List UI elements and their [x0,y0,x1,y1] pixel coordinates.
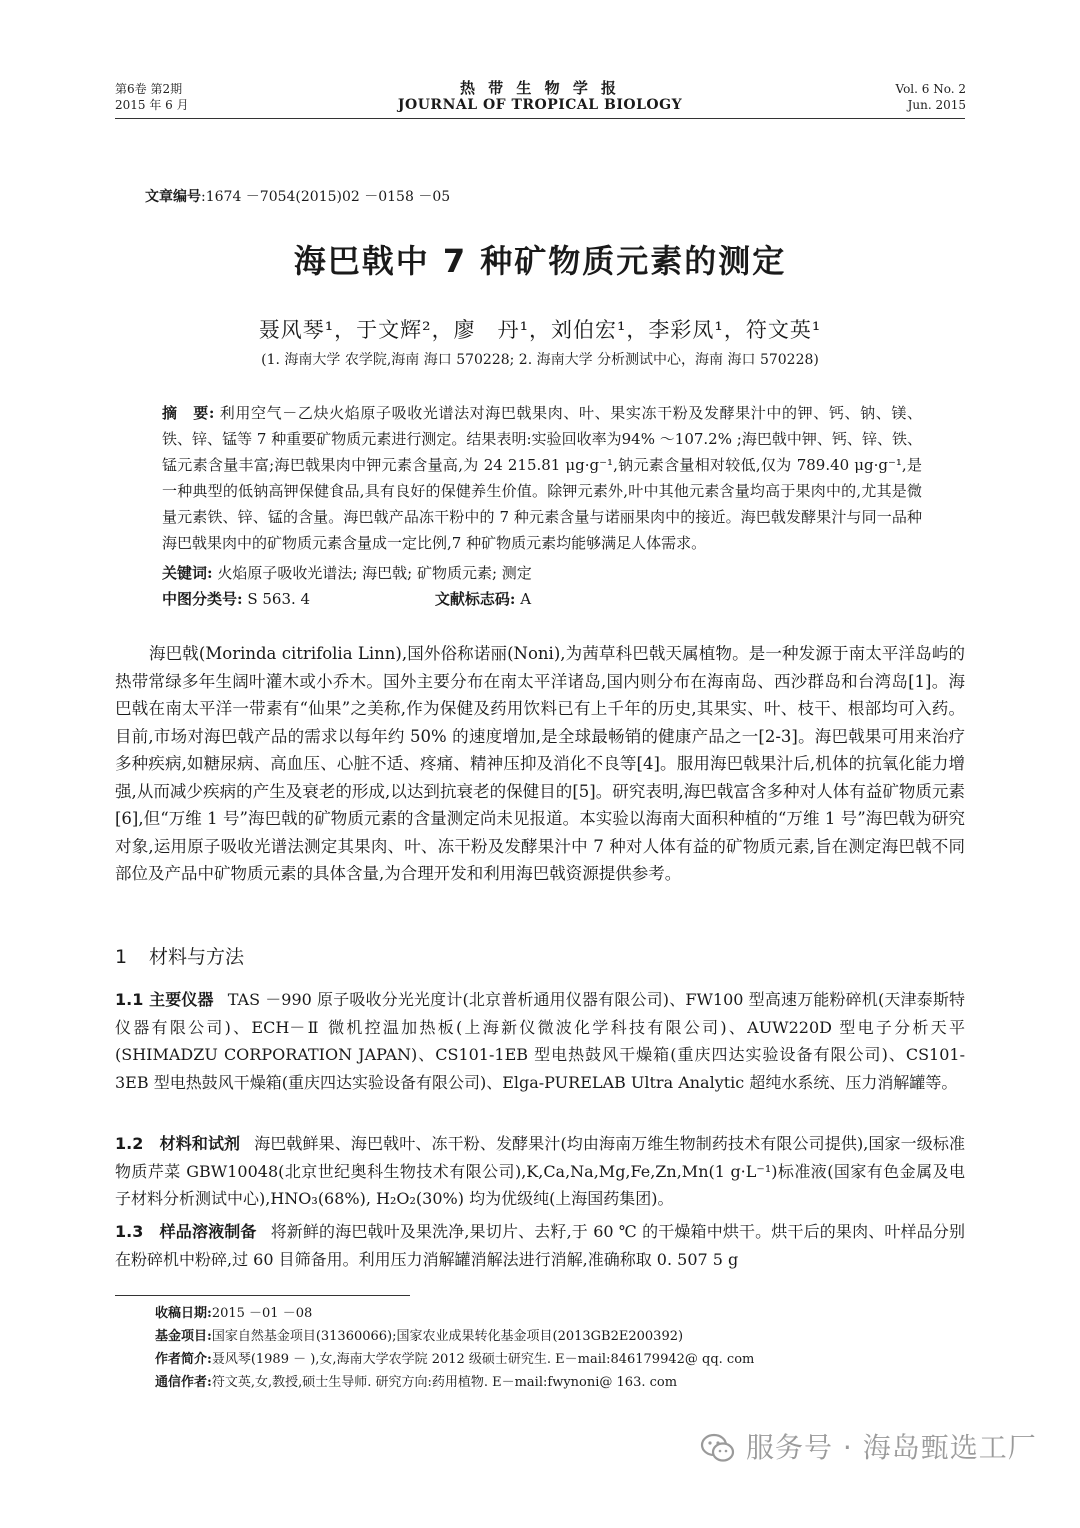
wechat-icon [700,1432,736,1464]
abstract [162,400,922,556]
volume-issue: 第6卷 第2期 [115,82,183,96]
author-list: 聂风琴¹，于文辉²，廖 丹¹，刘伯宏¹，李彩凤¹，符文英¹ [258,318,822,342]
footnote-fund [155,1325,683,1348]
doc-code-label: 文献标志码: [434,590,516,608]
issue-date: 2015 年 6 月 [115,98,189,112]
keywords-label: 关键词: [162,564,213,582]
footnote-label: 基金项目: [155,1329,212,1344]
journal-title-en: JOURNAL OF TROPICAL BIOLOGY [397,97,683,113]
section-heading [115,942,244,969]
issue-date-en: Jun. 2015 [907,98,966,112]
paper-title: 海巴戟中 7 种矿物质元素的测定 [293,242,787,280]
subsection-materials [115,1130,965,1213]
journal-title-cn: 热 带 生 物 学 报 [459,79,621,97]
keywords [162,560,922,586]
footnote-value: 2015 －01 －08 [211,1306,313,1321]
volume-issue-en: Vol. 6 No. 2 [895,82,966,96]
subsection-heading: 1.3 样品溶液制备 [115,1222,257,1241]
article-number [145,186,450,206]
footnote-received [155,1302,312,1325]
subsection-instruments [115,986,965,1096]
introduction-paragraph: 海巴戟(Morinda citrifolia Linn),国外俗称诺丽(Noni),为茜草科巴戟天属植物。是一种发源于南太平洋岛屿的热带常绿多年生阔叶灌木或小乔木。国外主要分布在南太平洋诸岛,国内则分布在海南岛、西沙群岛和台湾岛[1]。海巴戟在南太平洋一带素有“仙果”之美称,作为保健及药用饮料已有上千年的历史,其果实、叶、枝干、根部均可入药。目前,市场对海巴戟产品的需求以每年约 50% 的速度增加,是全球最畅销的健康产品之一[2-3]。海巴戟果可用来治疗多种疾病,如糖尿病、高血压、心脏不适、疼痛、精神压抑及消化不良等[4]。服用海巴戟果汁后,机体的抗氧化能力增强,从而减少疾病的产生及衰老的形成,以达到抗衰老的保健目的[5]。研究表明,海巴戟富含多种对人体有益矿物质元素[6],但“万维 1 号”海巴戟的矿物质元素的含量测定尚未见报道。本实验以海南大面积种植的“万维 1 号”海巴戟为研究对象,运用原子吸收光谱法测定其果肉、叶、冻干粉及发酵果汁中 7 种对人体有益的矿物质元素,旨在测定海巴戟不同部位及产品中矿物质元素的具体含量,为合理开发和利用海巴戟资源提供参考。 [115,644,965,883]
subsection-text: 将新鲜的海巴戟叶及果洗净,果切片、去籽,于 60 ℃ 的干燥箱中烘干。烘干后的果肉、叶样品分别在粉碎机中粉碎,过 60 目筛备用。利用压力消解罐消解法进行消解,准确称取 0. 507 5 g [115,1222,965,1269]
classification [162,586,922,612]
footnote-divider [115,1295,410,1296]
footnote-value: 聂风琴(1989 － ),女,海南大学农学院 2012 级硕士研究生. E－mail:846179942@ qq. com [211,1352,755,1367]
keywords-text: 火焰原子吸收光谱法; 海巴戟; 矿物质元素; 测定 [217,564,532,582]
footnote-label: 作者简介: [155,1352,212,1367]
footnote-value: 符文英,女,教授,硕士生导师. 研究方向:药用植物. E－mail:fwynoni@ 163. com [211,1375,678,1390]
wechat-watermark [700,1428,1060,1468]
subsection-text: TAS －990 原子吸收分光光度计(北京普析通用仪器有限公司)、FW100 型高速万能粉碎机(天津泰斯特仪器有限公司)、ECH－Ⅱ 微机控温加热板(上海新仪微波化学科技有限公司)、AUW220D 型电子分析天平(SHIMADZU CORPORATION JAPAN)、CS101-1EB 型电热鼓风干燥箱(重庆四达实验设备有限公司)、CS101-3EB 型电热鼓风干燥箱(重庆四达实验设备有限公司)、Elga-PURELAB Ultra Analytic 超纯水系统、压力消解罐等。 [115,990,965,1092]
doc-code-value: A [520,590,532,608]
journal-issue-en [896,81,966,113]
footnote-corresponding [155,1371,677,1394]
clc-label: 中图分类号: [162,590,243,608]
section-title: 材料与方法 [149,946,245,968]
section-number: 1 [115,946,128,968]
footnote-author [155,1348,754,1371]
article-number-value: :1674 －7054(2015)02 －0158 －05 [201,189,451,205]
clc-value: S 563. 4 [247,590,311,608]
footnote-label: 收稿日期: [155,1306,212,1321]
footnote-value: 国家自然基金项目(31360066);国家农业成果转化基金项目(2013GB2E200392) [211,1329,684,1344]
subsection-sample-prep [115,1218,965,1273]
footnote-label: 通信作者: [155,1375,212,1390]
watermark-text: 服务号 · 海岛甄选工厂 [746,1431,1037,1464]
subsection-text: 海巴戟鲜果、海巴戟叶、冻干粉、发酵果汁(均由海南万维生物制药技术有限公司提供),国家一级标准物质芹菜 GBW10048(北京世纪奥科生物技术有限公司),K,Ca,Na,Mg,Fe,Zn,Mn(1 g·L⁻¹)标准液(国家有色金属及电子材料分析测试中心),HNO₃(68%), H₂O₂(30%) 均为优级纯(上海国药集团)。 [115,1134,965,1208]
abstract-text: 利用空气－乙炔火焰原子吸收光谱法对海巴戟果肉、叶、果实冻干粉及发酵果汁中的钾、钙、钠、镁、铁、锌、锰等 7 种重要矿物质元素进行测定。结果表明:实验回收率为94% ～107.2% ;海巴戟中钾、钙、锌、铁、锰元素含量丰富;海巴戟果肉中钾元素含量高,为 24 215.81 μg·g⁻¹,钠元素含量相对较低,仅为 789.40 μg·g⁻¹,是一种典型的低钠高钾保健食品,具有良好的保健养生价值。除钾元素外,叶中其他元素含量均高于果肉中的,尤其是微量元素铁、锌、锰的含量。海巴戟产品冻干粉中的 7 种元素含量与诺丽果肉中的接近。海巴戟发酵果汁与同一品种海巴戟果肉中的矿物质元素含量成一定比例,7 种矿物质元素均能够满足人体需求。 [162,404,922,552]
affiliations: (1. 海南大学 农学院,海南 海口 570228; 2. 海南大学 分析测试中心，海南 海口 570228) [261,352,819,368]
article-number-label: 文章编号 [145,189,201,205]
subsection-heading: 1.2 材料和试剂 [115,1134,241,1153]
abstract-label: 摘 要: [162,404,215,422]
subsection-heading: 1.1 主要仪器 [115,990,214,1009]
header-divider [115,118,965,119]
